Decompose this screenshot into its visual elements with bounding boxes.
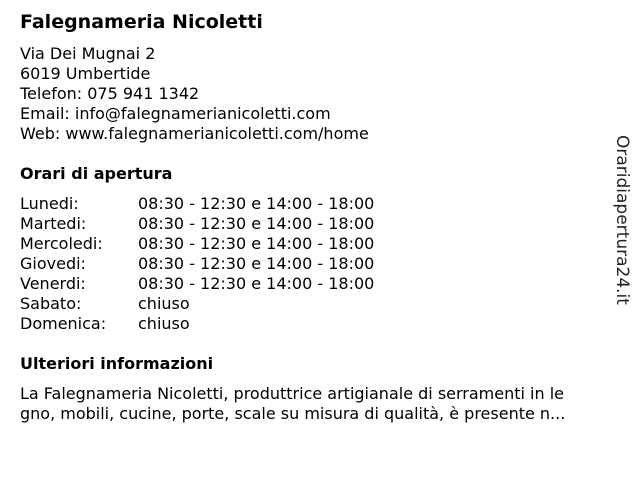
day-hours: 08:30 - 12:30 e 14:00 - 18:00 — [138, 274, 375, 293]
day-hours: 08:30 - 12:30 e 14:00 - 18:00 — [138, 214, 375, 233]
hours-row-wednesday — [20, 234, 440, 254]
website: Web: www.falegnamerianicoletti.com/home — [20, 124, 369, 143]
day-hours: 08:30 - 12:30 e 14:00 - 18:00 — [138, 254, 375, 273]
contact-details — [20, 44, 369, 144]
opening-hours-heading: Orari di apertura — [20, 164, 173, 183]
street-address: Via Dei Mugnai 2 — [20, 44, 156, 63]
hours-row-saturday — [20, 294, 440, 314]
day-hours: 08:30 - 12:30 e 14:00 - 18:00 — [138, 234, 375, 253]
day-label: Lunedi: — [20, 194, 79, 213]
hours-row-sunday — [20, 314, 440, 334]
day-hours: chiuso — [138, 294, 190, 313]
hours-row-tuesday — [20, 214, 440, 234]
city-address: 6019 Umbertide — [20, 64, 151, 83]
hours-row-thursday — [20, 254, 440, 274]
email-address: Email: info@falegnamerianicoletti.com — [20, 104, 331, 123]
description-line: La Falegnameria Nicoletti, produttrice artigianale di serramenti in le — [20, 384, 565, 403]
day-hours: chiuso — [138, 314, 190, 333]
hours-row-monday — [20, 194, 440, 214]
description-line: gno, mobili, cucine, porte, scale su misura di qualità, è presente n... — [20, 404, 566, 423]
day-label: Sabato: — [20, 294, 82, 313]
site-watermark: Oraridiapertura24.it — [612, 135, 632, 305]
business-name: Falegnameria Nicoletti — [20, 11, 263, 33]
day-label: Domenica: — [20, 314, 107, 333]
opening-hours-table — [20, 194, 440, 334]
day-label: Martedi: — [20, 214, 87, 233]
hours-row-friday — [20, 274, 440, 294]
day-label: Venerdi: — [20, 274, 86, 293]
day-label: Giovedi: — [20, 254, 86, 273]
phone-number: Telefon: 075 941 1342 — [20, 84, 200, 103]
day-hours: 08:30 - 12:30 e 14:00 - 18:00 — [138, 194, 375, 213]
further-info-heading: Ulteriori informazioni — [20, 354, 214, 373]
day-label: Mercoledi: — [20, 234, 103, 253]
business-description — [20, 384, 620, 424]
